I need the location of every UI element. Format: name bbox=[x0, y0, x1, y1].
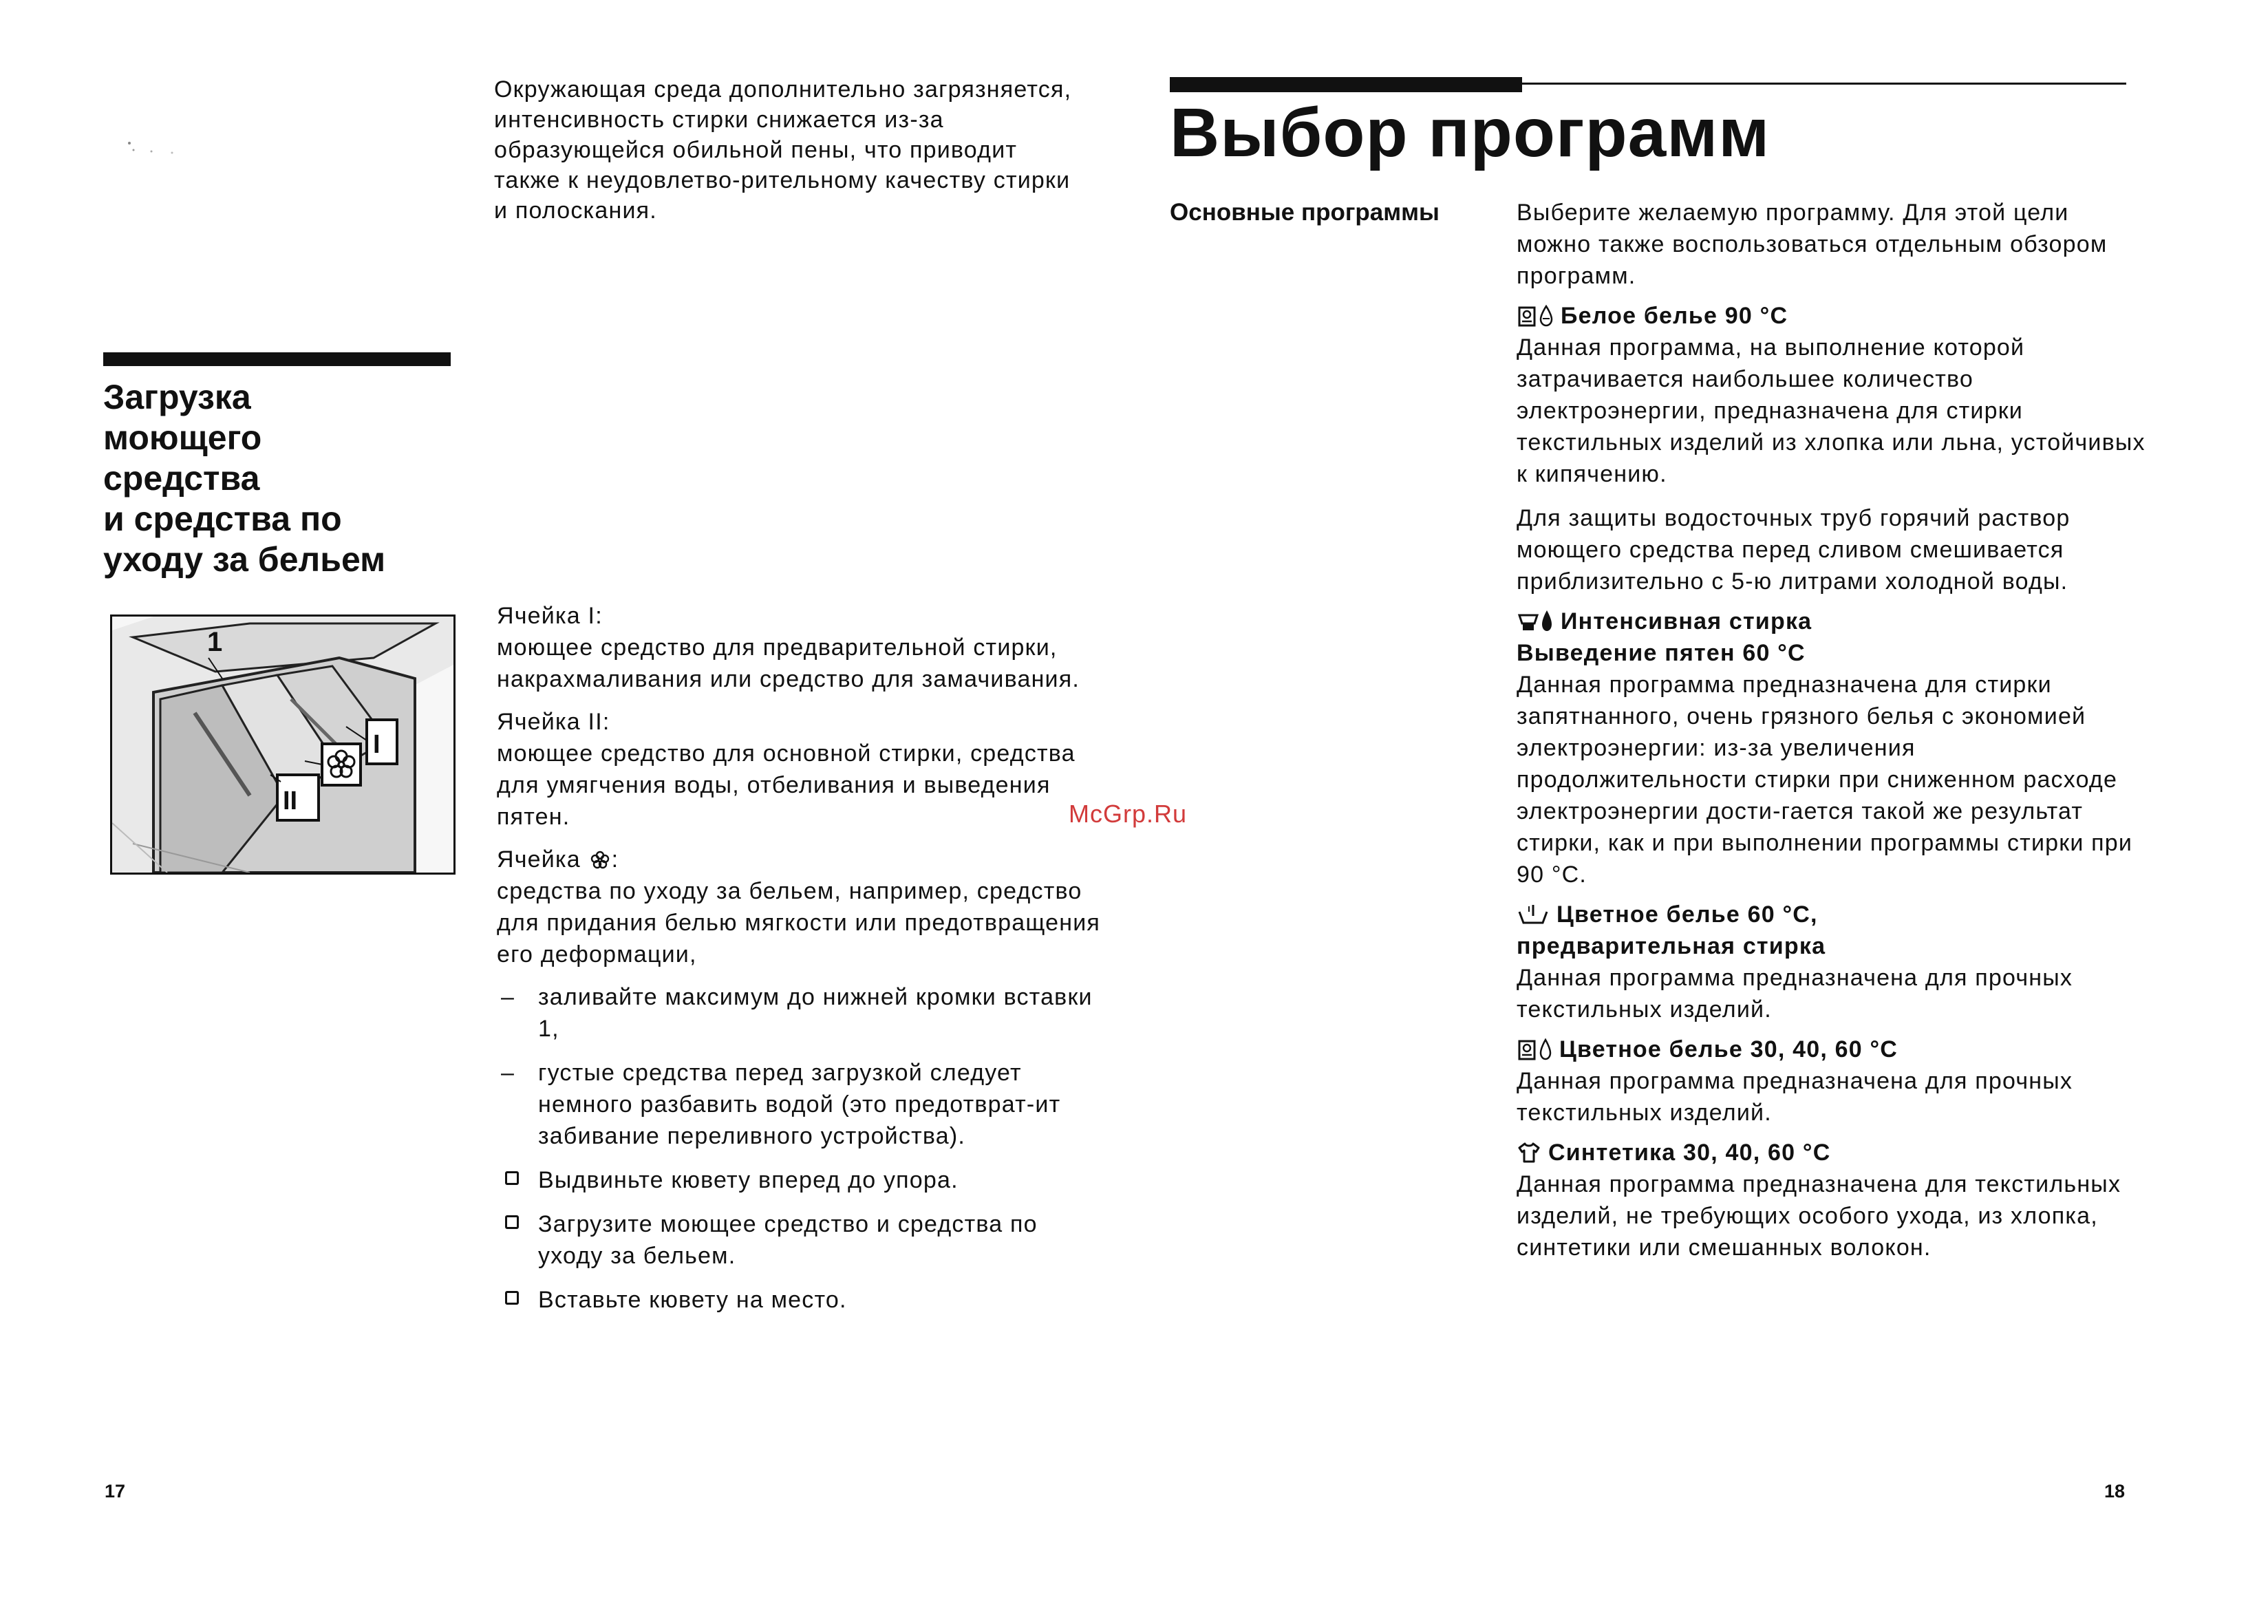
step-text: Загрузите моющее средство и средства по уходу за бельем. bbox=[538, 1211, 1038, 1269]
title-rule-thin bbox=[1522, 83, 2126, 85]
section-heading-line: средства bbox=[103, 459, 260, 498]
program-heading bbox=[1517, 1137, 2150, 1168]
shirt-icon bbox=[1517, 1141, 1541, 1164]
program-white-90 bbox=[1517, 300, 2150, 597]
cell-text: моющее средство для основной стирки, средства для умягчения воды, отбеливания и выведения пятен. bbox=[497, 740, 1076, 830]
cotton-icon bbox=[1517, 1037, 1539, 1062]
cell-block-1 bbox=[497, 600, 1102, 695]
cell-title: Ячейка I: bbox=[497, 603, 603, 629]
intensive-icon bbox=[1517, 610, 1540, 633]
page-number-left: 17 bbox=[105, 1481, 126, 1502]
cell-block-2 bbox=[497, 706, 1102, 833]
program-title: Белое белье 90 °C bbox=[1561, 303, 1788, 329]
watermark: McGrp.Ru bbox=[1069, 800, 1188, 828]
dash-item-text: заливайте максимум до нижней кромки вставки 1, bbox=[538, 984, 1093, 1042]
section-heading-line: Загрузка bbox=[103, 378, 251, 416]
stain-icon bbox=[1540, 609, 1554, 634]
program-title: Цветное белье 60 °C, bbox=[1556, 901, 1818, 928]
step-item bbox=[497, 1284, 1102, 1316]
program-intensive bbox=[1517, 606, 2150, 890]
program-title: Цветное белье 30, 40, 60 °C bbox=[1559, 1036, 1898, 1062]
program-heading bbox=[1517, 1034, 2150, 1065]
checkbox-icon bbox=[505, 1215, 519, 1229]
section-heading-line: уходу за бельем bbox=[103, 540, 386, 579]
compartment-label-ii: II bbox=[283, 787, 298, 815]
drop-icon bbox=[1539, 303, 1554, 328]
dash-mark: – bbox=[501, 1060, 515, 1086]
program-text: Данная программа предназначена для прочных текстильных изделий. bbox=[1517, 965, 2073, 1023]
dash-item bbox=[497, 981, 1102, 1045]
detergent-drawer-illustration bbox=[110, 615, 456, 875]
intro-paragraph: Окружающая среда дополнительно загрязняется, интенсивность стирки снижается из-за образующейся обильной пены, что приводит также к неудовлетво-рительному качеству стирки и полоскания. bbox=[494, 76, 1072, 224]
program-text: Для защиты водосточных труб горячий раствор моющего средства перед сливом смешивается приблизительно с 5-ю литрами холодной воды. bbox=[1517, 505, 2071, 595]
program-color-60-prewash bbox=[1517, 899, 2150, 1025]
checkbox-icon bbox=[505, 1291, 519, 1305]
compartments-column bbox=[497, 600, 1102, 1328]
section-rule bbox=[103, 352, 451, 366]
dash-item-text: густые средства перед загрузкой следует немного разбавить водой (это предотврат-ит забивание переливного устройства). bbox=[538, 1060, 1061, 1149]
page-title: Выбор программ bbox=[1170, 94, 1770, 171]
cell-title bbox=[497, 844, 1102, 875]
dash-item bbox=[497, 1057, 1102, 1152]
section-heading-line: моющего bbox=[103, 418, 262, 457]
cell-text: моющее средство для предварительной стирки, накрахмаливания или средство для замачивания. bbox=[497, 634, 1080, 692]
cotton-icon bbox=[1517, 303, 1539, 328]
program-subtitle: Выведение пятен 60 °C bbox=[1517, 640, 1806, 666]
cell-title: Ячейка II: bbox=[497, 709, 610, 735]
insert-label: 1 bbox=[207, 627, 223, 657]
program-heading bbox=[1517, 300, 2150, 332]
dash-mark: – bbox=[501, 984, 515, 1010]
programs-column bbox=[1517, 197, 2150, 1272]
step-text: Выдвиньте кювету вперед до упора. bbox=[538, 1167, 959, 1193]
program-title: Синтетика 30, 40, 60 °C bbox=[1548, 1140, 1831, 1166]
step-item bbox=[497, 1164, 1102, 1196]
program-subtitle: предварительная стирка bbox=[1517, 933, 1826, 959]
cell-title-text: Ячейка bbox=[497, 846, 581, 873]
program-text: Данная программа предназначена для текстильных изделий, не требующих особого ухода, из хлопка, синтетики или смешанных волокон. bbox=[1517, 1171, 2121, 1261]
program-text: Данная программа предназначена для стирки запятнанного, очень грязного белья с экономией электроэнергии: из-за увеличения продолжительности стирки при сниженном расходе электроэнергии дости-гается такой же результат стирки, как и при выполнении программы стирки при 90 °C. bbox=[1517, 672, 2133, 888]
drop-outline-icon bbox=[1539, 1037, 1552, 1062]
cell-text: средства по уходу за бельем, например, средство для придания белью мягкости или предотвращения его деформации, bbox=[497, 878, 1101, 968]
prewash-icon bbox=[1517, 902, 1550, 927]
drawer-drawing bbox=[112, 617, 453, 873]
program-title: Интенсивная стирка bbox=[1561, 608, 1812, 634]
programs-intro: Выберите желаемую программу. Для этой цели можно также воспользоваться отдельным обзором программ. bbox=[1517, 200, 2108, 289]
flower-icon bbox=[588, 849, 612, 870]
compartment-label-i: I bbox=[373, 730, 381, 759]
cell-title-suffix: : bbox=[611, 846, 619, 873]
section-heading bbox=[103, 377, 461, 580]
program-text: Данная программа предназначена для прочных текстильных изделий. bbox=[1517, 1068, 2073, 1126]
checkbox-icon bbox=[505, 1171, 519, 1185]
program-text: Данная программа, на выполнение которой затрачивается наибольшее количество электроэнергии, предназначена для стирки текстильных изделий из хлопка или льна, устойчивых к кипячению. bbox=[1517, 334, 2146, 487]
program-heading bbox=[1517, 899, 2150, 930]
program-color-30-60 bbox=[1517, 1034, 2150, 1129]
program-heading bbox=[1517, 606, 2150, 637]
step-text: Вставьте кювету на место. bbox=[538, 1287, 847, 1313]
program-synthetics bbox=[1517, 1137, 2150, 1263]
step-item bbox=[497, 1208, 1102, 1272]
side-label: Основные программы bbox=[1170, 199, 1440, 226]
page-number-right: 18 bbox=[2104, 1481, 2126, 1502]
scan-speck bbox=[124, 136, 186, 157]
section-heading-line: и средства по bbox=[103, 500, 342, 538]
cell-block-3 bbox=[497, 844, 1102, 970]
